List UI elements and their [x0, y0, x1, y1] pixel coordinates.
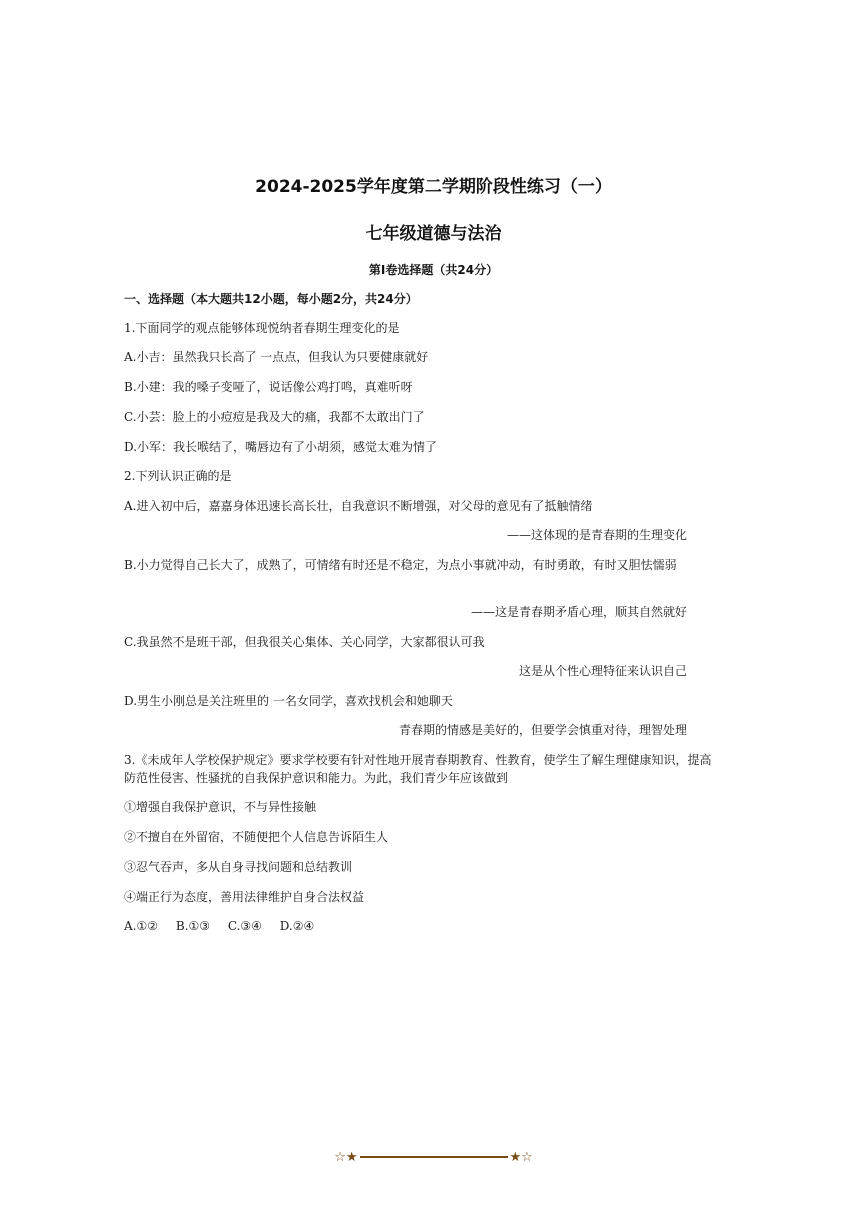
question-3-item-3: ③忍气吞声，多从自身寻找问题和总结教训 [124, 860, 353, 874]
question-3-item-4: ④端正行为态度，善用法律维护自身合法权益 [124, 890, 365, 904]
question-3-option-d: D.②④ [279, 919, 315, 933]
question-2-stem: 2.下列认识正确的是 [124, 469, 232, 483]
question-3-option-c: C.③④ [227, 919, 262, 933]
question-2-option-a: A.进入初中后，嘉嘉身体迅速长高长壮，自我意识不断增强，对父母的意见有了抵触情绪 [124, 499, 593, 513]
question-2-option-b: B.小力觉得自己长大了，成熟了，可情绪有时还是不稳定，为点小事就冲动，有时勇敢，有时又胆怯懦弱 [124, 558, 677, 572]
document-title: 2024-2025学年度第二学期阶段性练习（一） [255, 177, 612, 197]
question-3-item-1: ①增强自我保护意识，不与异性接触 [124, 800, 317, 814]
question-2-option-a-note: ——这体现的是青春期的生理变化 [506, 528, 687, 542]
question-1-stem: 1.下面同学的观点能够体现悦纳者春期生理变化的是 [124, 321, 400, 335]
question-1-option-b: B.小建：我的嗓子变哑了，说话像公鸡打鸣，真难听呀 [124, 380, 413, 394]
question-3-item-2: ②不擅自在外留宿，不随便把个人信息告诉陌生人 [124, 830, 389, 844]
footer-ornament [0, 1150, 867, 1165]
part-heading: 一、选择题（本大题共12小题，每小题2分，共24分） [124, 292, 418, 306]
question-2-option-c-note: 这是从个性心理特征来认识自己 [518, 664, 687, 678]
question-2-option-d-note: 青春期的情感是美好的，但要学会慎重对待，理智处理 [398, 723, 687, 737]
question-1-option-a: A.小吉：虽然我只长高了 一点点，但我认为只要健康就好 [124, 350, 429, 364]
question-3-option-a: A.①② [124, 919, 158, 933]
question-3-option-b: B.①③ [175, 919, 210, 933]
question-1-option-d: D.小军：我长喉结了，嘴唇边有了小胡须，感觉太难为情了 [124, 440, 438, 454]
footer-left-stars: ☆★ [334, 1150, 358, 1165]
question-1-option-c: C.小芸：脸上的小痘痘是我及大的痛，我都不太敢出门了 [124, 410, 425, 424]
section-title: 第I卷选择题（共24分） [368, 263, 499, 277]
question-2-option-c: C.我虽然不是班干部，但我很关心集体、关心同学，大家都很认可我 [124, 635, 485, 649]
question-3-stem: 3.《未成年人学校保护规定》要求学校要有针对性地开展青春期教育、性教育，使学生了解生理健康知识，提高防范性侵害、性骚扰的自我保护意识和能力。为此，我们青少年应该做到 [124, 753, 712, 785]
question-2-option-d: D.男生小刚总是关注班里的 一名女同学，喜欢找机会和她聊天 [124, 694, 453, 708]
subject-title: 七年级道德与法治 [365, 224, 502, 244]
footer-right-stars: ★☆ [509, 1150, 533, 1165]
question-2-option-b-note: ——这是青春期矛盾心理，顺其自然就好 [470, 605, 687, 619]
footer-rule [360, 1156, 508, 1158]
question-3-options [124, 917, 719, 935]
